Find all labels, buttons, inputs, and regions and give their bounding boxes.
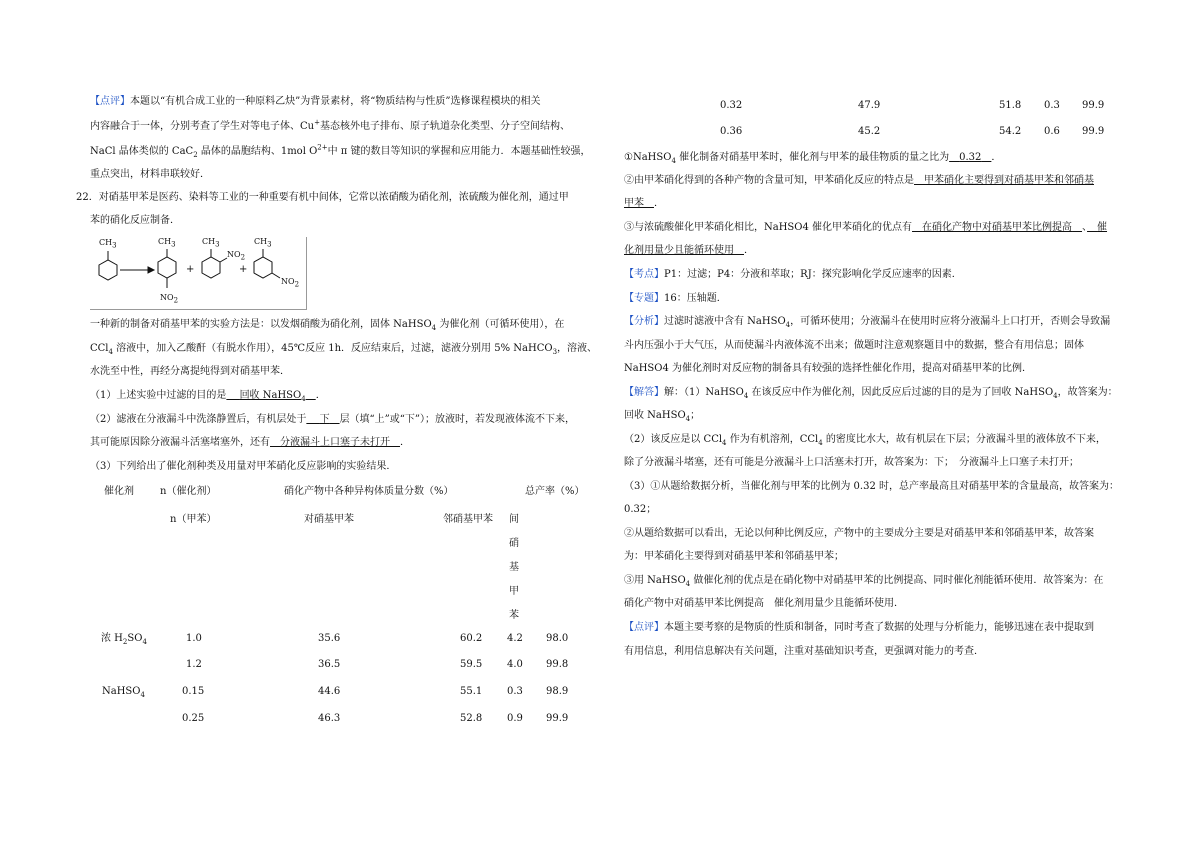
row-6-para: 45.2 [858, 126, 881, 137]
row-6-ortho: 54.2 [999, 126, 1022, 137]
solution-line-4: 除了分液漏斗堵塞，还有可能是分液漏斗上口活塞未打开，故答案为：下； 分液漏斗上口塞子未打开； [624, 457, 1079, 468]
ch3-label-3: $CH_3$ [202, 237, 220, 249]
review-1-line-4: 重点突出，材料串联较好． [90, 169, 210, 180]
review-2-line-2: 有用信息，利用信息解决有关问题，注重对基础知识考查，更强调对能力的考查． [624, 646, 984, 657]
solution-line-9: ③用 NaHSO$_4$ 做催化剂的优点是在硝化物中对硝基甲苯的比例提高、同时催化剂能循环使用．故答案为：在 [624, 575, 1104, 588]
row-2-para: 36.5 [318, 659, 341, 670]
row-1-para: 35.6 [318, 633, 341, 644]
row-3-meta: 0.3 [507, 686, 523, 697]
row-4-total: 99.9 [546, 713, 569, 724]
review-tag: 【点评】 [90, 96, 130, 107]
toluene-ring [99, 260, 117, 280]
header-meta-char-3: 基 [509, 562, 519, 573]
row-2-total: 99.8 [546, 659, 569, 670]
review-2-line-1: 【点评】本题主要考察的是物质的性质和制备，同时考查了数据的处理与分析能力，能够迅速在表中提取到 [624, 622, 1094, 633]
analysis-line-1: 【分析】过滤时滤液中含有 NaHSO$_4$，可循环使用；分液漏斗在使用时应将分液漏斗上口打开，否则会导致漏 [624, 316, 1111, 329]
question-3: （3）下列给出了催化剂种类及用量对甲苯硝化反应影响的实验结果． [90, 461, 397, 472]
question-2-line-2: 其可能原因除分液漏斗活塞堵塞外，还有 分液漏斗上口塞子未打开 ． [90, 437, 410, 448]
method-line-1: 一种新的制备对硝基甲苯的实验方法是：以发烟硝酸为硝化剂，固体 NaHSO$_4$ 为催化剂（可循环使用），在 [90, 319, 565, 332]
row-3-ortho: 55.1 [460, 686, 483, 697]
answer-3-2-line-2: 甲苯 ． [624, 198, 664, 209]
question-2-line-1: （2）滤液在分液漏斗中洗涤静置后，有机层处于 下 层（填“上”或“下”）；放液时，若发现液体流不下来， [90, 414, 576, 425]
row-1-ratio: 1.0 [186, 633, 202, 644]
row-1-meta: 4.2 [507, 633, 523, 644]
meta-nitrotoluene-ring [254, 257, 272, 278]
reaction-scheme-svg [90, 237, 306, 309]
header-total-yield: 总产率（%） [525, 486, 585, 497]
row-2-ortho: 59.5 [460, 659, 483, 670]
header-ratio-numerator: n（催化剂） [160, 486, 217, 497]
header-fraction: 硝化产物中各种异构体质量分数（%） [284, 486, 454, 497]
row-4-ratio: 0.25 [182, 713, 205, 724]
solution-line-5: （3）①从题给数据分析，当催化剂与甲苯的比例为 0.32 时，总产率最高且对硝基甲苯的含量最高，故答案为： [624, 481, 1119, 492]
header-meta-char-2: 硝 [509, 538, 519, 549]
solution-line-6: 0.32； [624, 504, 657, 515]
answer-3-1: ①NaHSO$_4$ 催化制备对硝基甲苯时，催化剂与甲苯的最佳物质的量之比为 0.32 ． [624, 152, 1002, 165]
catalyst-h2so4: 浓 $H_2SO_4$ [101, 633, 147, 646]
ch3-label-2: $CH_3$ [158, 237, 176, 249]
review-1-line-1: 【点评】本题以“有机合成工业的一种原料乙炔”为背景素材，将“物质结构与性质”选修课程模块的相关 [90, 96, 541, 107]
row-2-ratio: 1.2 [186, 659, 202, 670]
row-3-para: 44.6 [318, 686, 341, 697]
header-ortho: 邻硝基甲苯 [443, 514, 493, 525]
plus-sign-1: + [186, 264, 195, 275]
question-22-line-1: 22．对硝基甲苯是医药、染料等工业的一种重要有机中间体，它常以浓硝酸为硝化剂，浓硫酸为催化剂，通过甲 [76, 192, 569, 203]
solution-line-2: 回收 NaHSO$_4$； [624, 410, 701, 423]
ch3-label-4: $CH_3$ [254, 237, 272, 249]
no2-label-ortho: $NO_2$ [227, 250, 246, 262]
header-meta-char-4: 甲 [509, 586, 519, 597]
plus-sign-2: + [239, 264, 248, 275]
analysis-line-3: NaHSO4 为催化剂时对反应物的制备具有较强的选择性催化作用，提高对硝基甲苯的比例． [624, 363, 1033, 374]
answer-2-blank-2: 分液漏斗上口塞子未打开 [280, 437, 390, 448]
method-line-3: 水洗至中性，再经分离提纯得到对硝基甲苯． [90, 366, 290, 377]
answer-3-3-line-2: 化剂用量少且能循环使用 ． [624, 245, 754, 256]
answer-3-2-line-1: ②由甲苯硝化得到的各种产物的含量可知，甲苯硝化反应的特点是 甲苯硝化主要得到对硝基甲苯和邻硝基 [624, 175, 1094, 186]
answer-3-3-line-1: ③与浓硫酸催化甲苯硝化相比，NaHSO4 催化甲苯硝化的优点有 在硝化产物中对硝基甲苯比例提高 、 催 [624, 222, 1108, 233]
knowledge-point: 【考点】P1：过滤；P4：分液和萃取；RJ：探究影响化学反应速率的因素． [624, 269, 962, 280]
nitration-reaction-diagram [90, 237, 307, 310]
row-6-ratio: 0.36 [720, 126, 743, 137]
answer-2-blank-1: 下 [319, 414, 330, 425]
row-5-ratio: 0.32 [720, 100, 743, 111]
row-1-total: 98.0 [546, 633, 569, 644]
row-4-para: 46.3 [318, 713, 341, 724]
no2-label-meta: $NO_2$ [281, 277, 300, 289]
review-1-line-2: 内容融合于一体，分别考查了学生对等电子体、Cu+基态核外电子排布、原子轨道杂化类型、分子空间结构、 [90, 118, 570, 132]
row-3-total: 98.9 [546, 686, 569, 697]
row-6-meta: 0.6 [1044, 126, 1060, 137]
header-meta-char-1: 间 [509, 514, 519, 525]
row-3-ratio: 0.15 [182, 686, 205, 697]
topic: 【专题】16：压轴题． [624, 293, 727, 304]
row-4-ortho: 52.8 [460, 713, 483, 724]
analysis-line-2: 斗内压强小于大气压，从而使漏斗内液体流不出来；做题时注意观察题目中的数据，整合有用信息；固体 [624, 340, 1084, 351]
header-catalyst: 催化剂 [104, 486, 134, 497]
method-line-2: CCl$_4$ 溶液中，加入乙酸酐（有脱水作用），45℃反应 1h．反应结束后，过滤，滤液分别用 5% NaHCO$_3$，溶液、 [90, 343, 598, 356]
solution-line-7: ②从题给数据可以看出，无论以何种比例反应，产物中的主要成分主要是对硝基甲苯和邻硝基甲苯，故答案 [624, 528, 1094, 539]
review-1-line-3: NaCl 晶体类似的 CaC$_2$ 晶体的晶胞结构、1mol $O^{2+}$中 π 键的数目等知识的掌握和应用能力．本题基础性较强， [90, 143, 591, 159]
row-1-ortho: 60.2 [460, 633, 483, 644]
row-5-meta: 0.3 [1044, 100, 1060, 111]
solution-line-3: （2）该反应是以 CCl$_4$ 作为有机溶剂，CCl$_4$ 的密度比水大，故有机层在下层；分液漏斗里的液体放不下来， [624, 434, 1106, 447]
para-nitrotoluene-ring [158, 257, 176, 278]
question-1: （1）上述实验中过滤的目的是 回收 NaHSO$_4$ ． [90, 390, 326, 403]
row-5-total: 99.9 [1082, 100, 1105, 111]
no2-label-para: $NO_2$ [160, 293, 179, 305]
answer-1-blank: 回收 NaHSO$_4$ [239, 390, 306, 403]
row-4-meta: 0.9 [507, 713, 523, 724]
solution-line-10: 硝化产物中对硝基甲苯比例提高 催化剂用量少且能循环使用． [624, 598, 904, 609]
catalyst-nahso4: NaHSO$_4$ [102, 686, 145, 699]
header-meta-char-5: 苯 [509, 610, 519, 621]
header-ratio-denominator: n（甲苯） [170, 514, 217, 525]
header-para: 对硝基甲苯 [304, 514, 354, 525]
row-6-total: 99.9 [1082, 126, 1105, 137]
ortho-nitrotoluene-ring [202, 257, 220, 278]
row-2-meta: 4.0 [507, 659, 523, 670]
row-5-ortho: 51.8 [999, 100, 1022, 111]
solution-line-1: 【解答】解：（1）NaHSO$_4$ 在该反应中作为催化剂，因此反应后过滤的目的是为了回收 NaHSO$_4$，故答案为： [624, 387, 1118, 400]
row-5-para: 47.9 [858, 100, 881, 111]
ch3-label-1: $CH_3$ [99, 238, 117, 250]
question-22-line-2: 苯的硝化反应制备． [90, 215, 180, 226]
solution-line-8: 为：甲苯硝化主要得到对硝基甲苯和邻硝基甲苯； [624, 551, 844, 562]
